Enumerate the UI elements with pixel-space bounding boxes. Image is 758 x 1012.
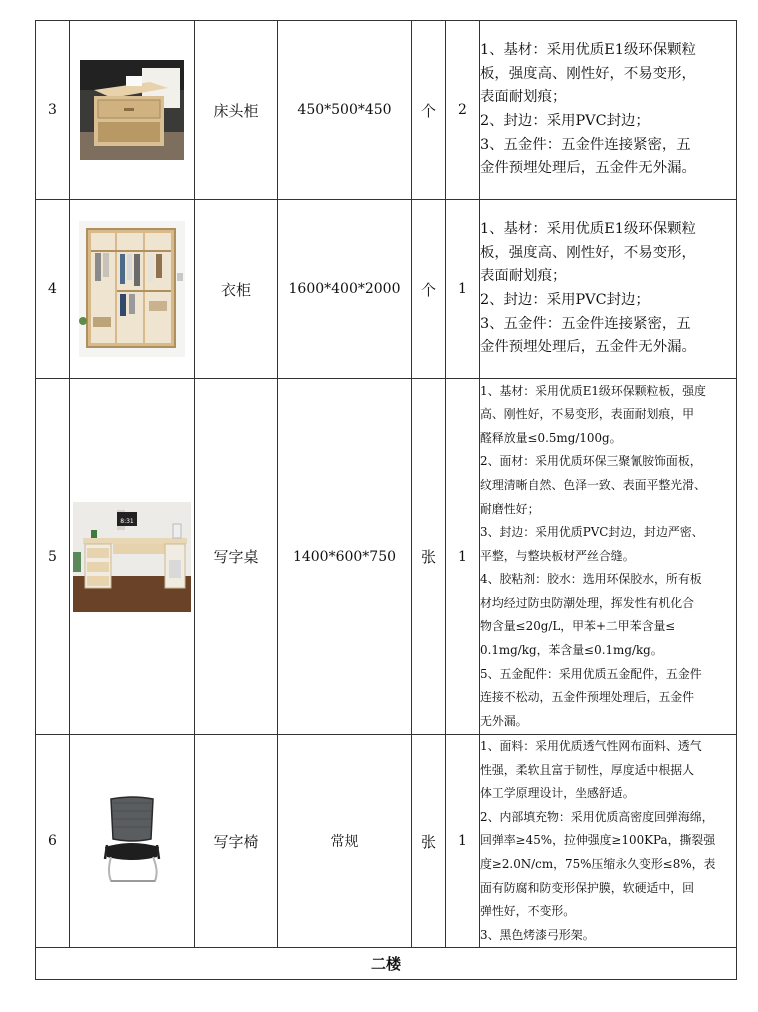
wardrobe-photo <box>79 221 185 357</box>
product-image-cell <box>70 21 195 200</box>
description-line: 回弹率≥45%，拉伸强度≥100KPa，撕裂强 <box>480 833 716 848</box>
product-qty: 1 <box>446 379 480 735</box>
product-name: 床头柜 <box>195 21 278 200</box>
desk-clock-text: 8:31 <box>120 517 134 525</box>
floor-label: 二楼 <box>36 948 737 980</box>
furniture-spec-table <box>35 20 737 980</box>
product-size: 常规 <box>278 735 412 948</box>
row-number: 3 <box>36 21 70 200</box>
description-line: 2、面材：采用优质环保三聚氰胺饰面板， <box>480 454 702 469</box>
table-row <box>36 200 737 379</box>
description-line: 5、五金配件：采用优质五金配件，五金件 <box>480 666 702 681</box>
description-line: 体工学原理设计，坐感舒适。 <box>480 786 635 801</box>
product-image-cell <box>70 200 195 379</box>
description-line: 2、封边：采用PVC封边； <box>480 292 650 308</box>
description-line: 连接不松动，五金件预埋处理后，五金件 <box>480 690 695 705</box>
product-qty: 2 <box>446 21 480 200</box>
description-line: 0.1mg/kg，苯含量≤0.1mg/kg。 <box>480 643 663 658</box>
description-line: 3、封边：采用优质PVC封边，封边严密、 <box>480 525 704 540</box>
row-number: 5 <box>36 379 70 735</box>
description-line: 3、五金件：五金件连接紧密，五 <box>480 315 691 332</box>
description-line: 无外漏。 <box>480 713 528 728</box>
product-name: 衣柜 <box>195 200 278 379</box>
description-line: 纹理清晰自然、色泽一致、表面平整光滑、 <box>480 477 706 492</box>
table-row <box>36 735 737 948</box>
product-image-cell <box>70 379 195 735</box>
description-line: 弹性好，不变形。 <box>480 904 576 919</box>
description-line: 4、胶粘剂：胶水：选用环保胶水，所有板 <box>480 572 702 587</box>
description-line: 醛释放量≤0.5mg/100g。 <box>480 430 622 445</box>
product-description <box>480 735 737 948</box>
description-line: 1、基材：采用优质E1级环保颗粒 <box>480 220 696 237</box>
product-unit: 张 <box>412 379 446 735</box>
description-line: 材均经过防虫防潮处理，挥发性有机化合 <box>480 595 695 610</box>
product-size: 1400*600*750 <box>278 379 412 735</box>
product-name: 写字桌 <box>195 379 278 735</box>
product-size: 1600*400*2000 <box>278 200 412 379</box>
description-line: 高、刚性好，不易变形，表面耐划痕，甲 <box>480 407 695 422</box>
row-number: 6 <box>36 735 70 948</box>
product-unit: 个 <box>412 200 446 379</box>
description-line: 板，强度高、刚性好，不易变形， <box>480 244 696 261</box>
product-size: 450*500*450 <box>278 21 412 200</box>
description-line: 表面耐划痕； <box>480 89 567 106</box>
description-line: 板，强度高、刚性好，不易变形， <box>480 65 696 82</box>
description-line: 金件预埋处理后，五金件无外漏。 <box>480 339 696 356</box>
description-line: 平整，与整块板材严丝合缝。 <box>480 548 635 563</box>
description-line: 1、基材：采用优质E1级环保颗粒 <box>480 41 696 58</box>
product-qty: 1 <box>446 735 480 948</box>
floor-section-row <box>36 948 737 980</box>
product-unit: 个 <box>412 21 446 200</box>
desk-photo <box>73 502 191 612</box>
product-name: 写字椅 <box>195 735 278 948</box>
product-description <box>480 200 737 379</box>
description-line: 面有防腐和防变形保护膜，软硬适中，回 <box>480 880 695 895</box>
description-line: 耐磨性好； <box>480 501 540 516</box>
product-description <box>480 379 737 735</box>
table-row <box>36 379 737 735</box>
product-description <box>480 21 737 200</box>
product-image-cell <box>70 735 195 948</box>
description-line: 度≥2.0N/cm，75%压缩永久变形≤8%，表 <box>480 856 716 871</box>
description-line: 1、基材：采用优质E1级环保颗粒板，强度 <box>480 383 706 398</box>
description-line: 性强，柔软且富于韧性，厚度适中根据人 <box>480 762 695 777</box>
description-line: 3、五金件：五金件连接紧密，五 <box>480 136 691 153</box>
description-line: 2、封边：采用PVC封边； <box>480 113 650 129</box>
nightstand-photo <box>80 60 184 160</box>
product-unit: 张 <box>412 735 446 948</box>
description-line: 金件预埋处理后，五金件无外漏。 <box>480 160 696 177</box>
table-row <box>36 21 737 200</box>
office-chair-photo <box>97 795 167 887</box>
description-line: 2、内部填充物：采用优质高密度回弹海绵， <box>480 809 714 824</box>
description-line: 表面耐划痕； <box>480 268 567 285</box>
description-line: 3、黑色烤漆弓形架。 <box>480 927 595 942</box>
row-number: 4 <box>36 200 70 379</box>
description-line: 1、面料：采用优质透气性网布面料、透气 <box>480 739 702 753</box>
product-qty: 1 <box>446 200 480 379</box>
description-line: 物含量≤20g/L，甲苯+二甲苯含量≤ <box>480 619 676 634</box>
